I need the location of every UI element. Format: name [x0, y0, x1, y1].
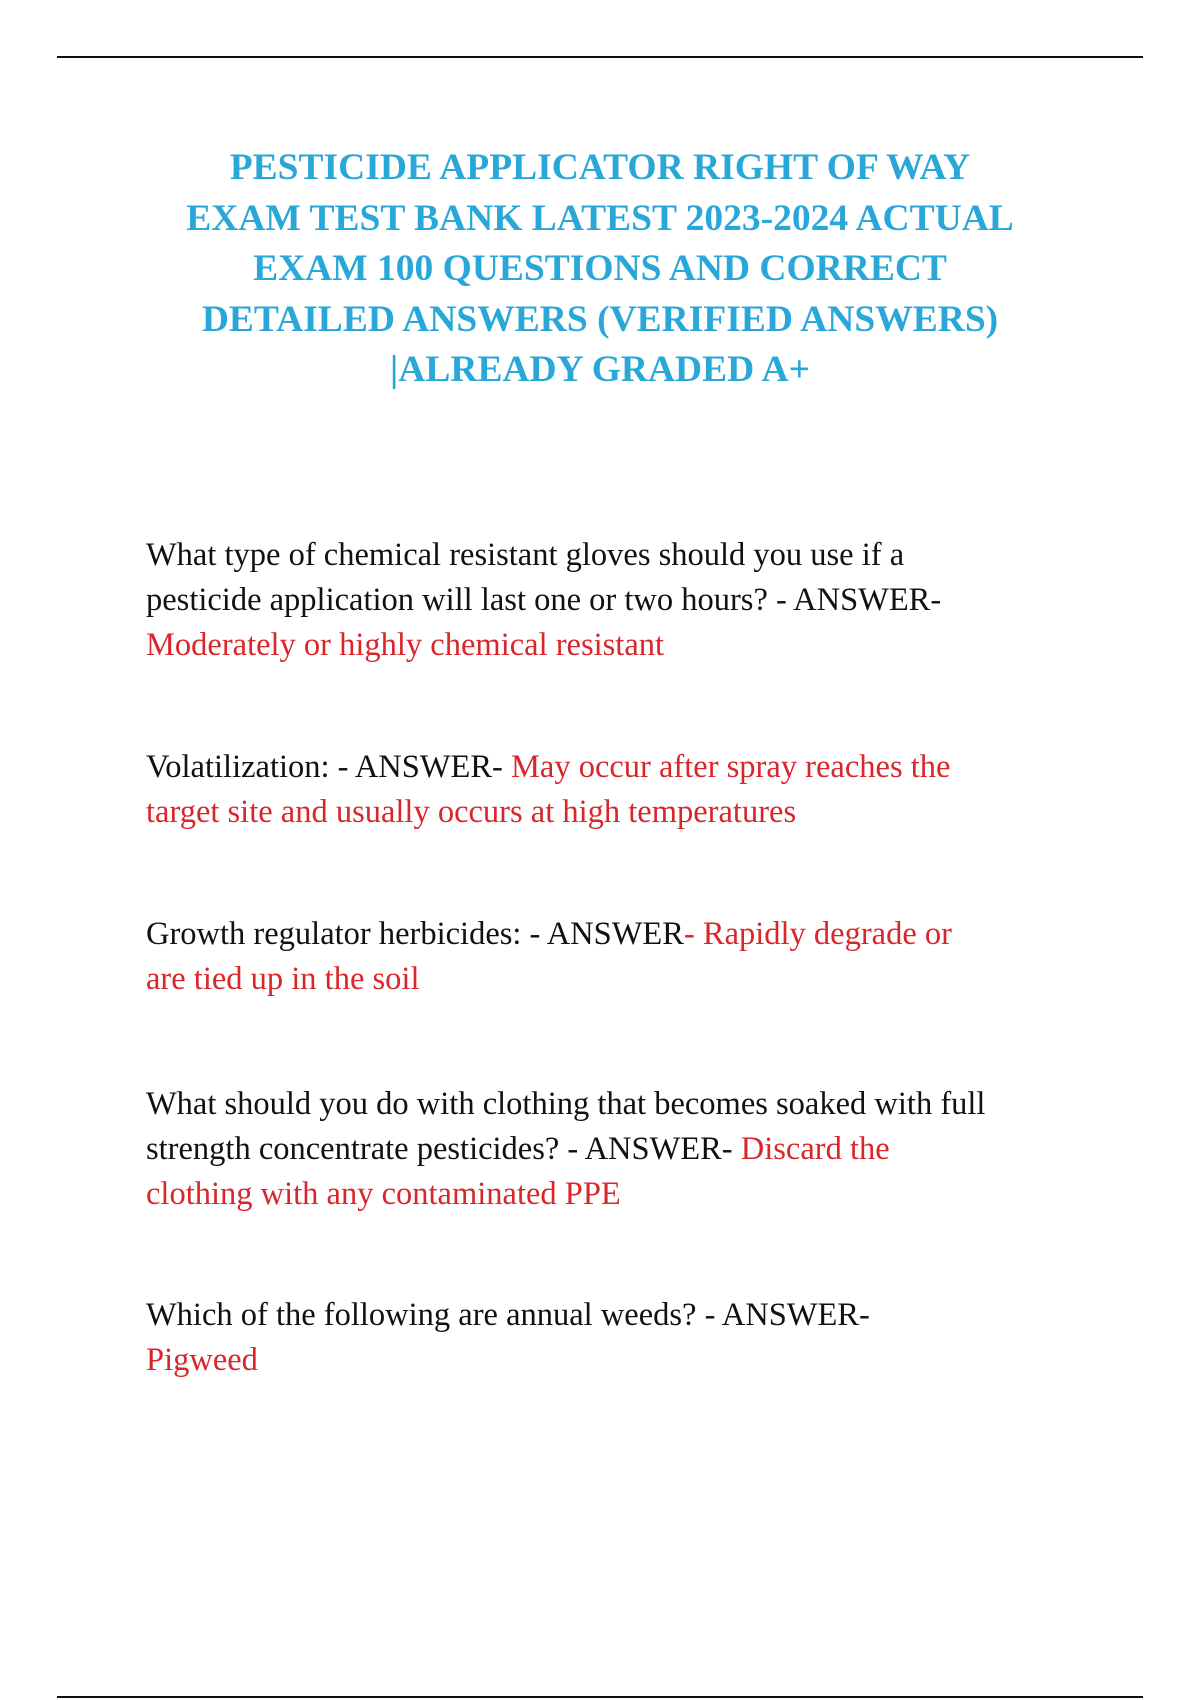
top-rule: [57, 56, 1143, 58]
bottom-rule: [57, 1696, 1143, 1698]
answer-text: target site and usually occurs at high temperatures: [146, 794, 797, 830]
qa-item: [146, 912, 1096, 1002]
title-line: EXAM TEST BANK LATEST 2023-2024 ACTUAL: [186, 197, 1014, 239]
qa-item: [146, 1293, 1096, 1383]
title-line: DETAILED ANSWERS (VERIFIED ANSWERS): [201, 298, 999, 340]
document-title: [120, 143, 1080, 396]
question-text: Volatilization: - ANSWER-: [146, 749, 511, 785]
answer-text: Pigweed: [146, 1342, 258, 1378]
question-text: strength concentrate pesticides? - ANSWER-: [146, 1131, 741, 1167]
question-text: Which of the following are annual weeds? - ANSWER-: [146, 1297, 870, 1333]
question-text: What type of chemical resistant gloves should you use if a: [146, 537, 905, 573]
qa-item: [146, 1082, 1096, 1217]
title-line: PESTICIDE APPLICATOR RIGHT OF WAY: [229, 147, 971, 188]
answer-text: - Rapidly degrade or: [683, 916, 952, 952]
answer-text: clothing with any contaminated PPE: [146, 1176, 621, 1212]
title-line: |ALREADY GRADED A+: [390, 349, 810, 390]
title-line: EXAM 100 QUESTIONS AND CORRECT: [253, 248, 947, 289]
answer-text: May occur after spray reaches the: [511, 749, 951, 785]
question-text: Growth regulator herbicides: - ANSWER: [146, 916, 684, 952]
question-text: pesticide application will last one or two hours? - ANSWER-: [146, 582, 942, 618]
qa-item: [146, 745, 1096, 835]
answer-text: are tied up in the soil: [146, 961, 420, 997]
qa-item: [146, 533, 1096, 668]
question-text: What should you do with clothing that becomes soaked with full: [146, 1086, 986, 1122]
answer-text: Discard the: [740, 1131, 890, 1167]
answer-text: Moderately or highly chemical resistant: [146, 627, 665, 663]
